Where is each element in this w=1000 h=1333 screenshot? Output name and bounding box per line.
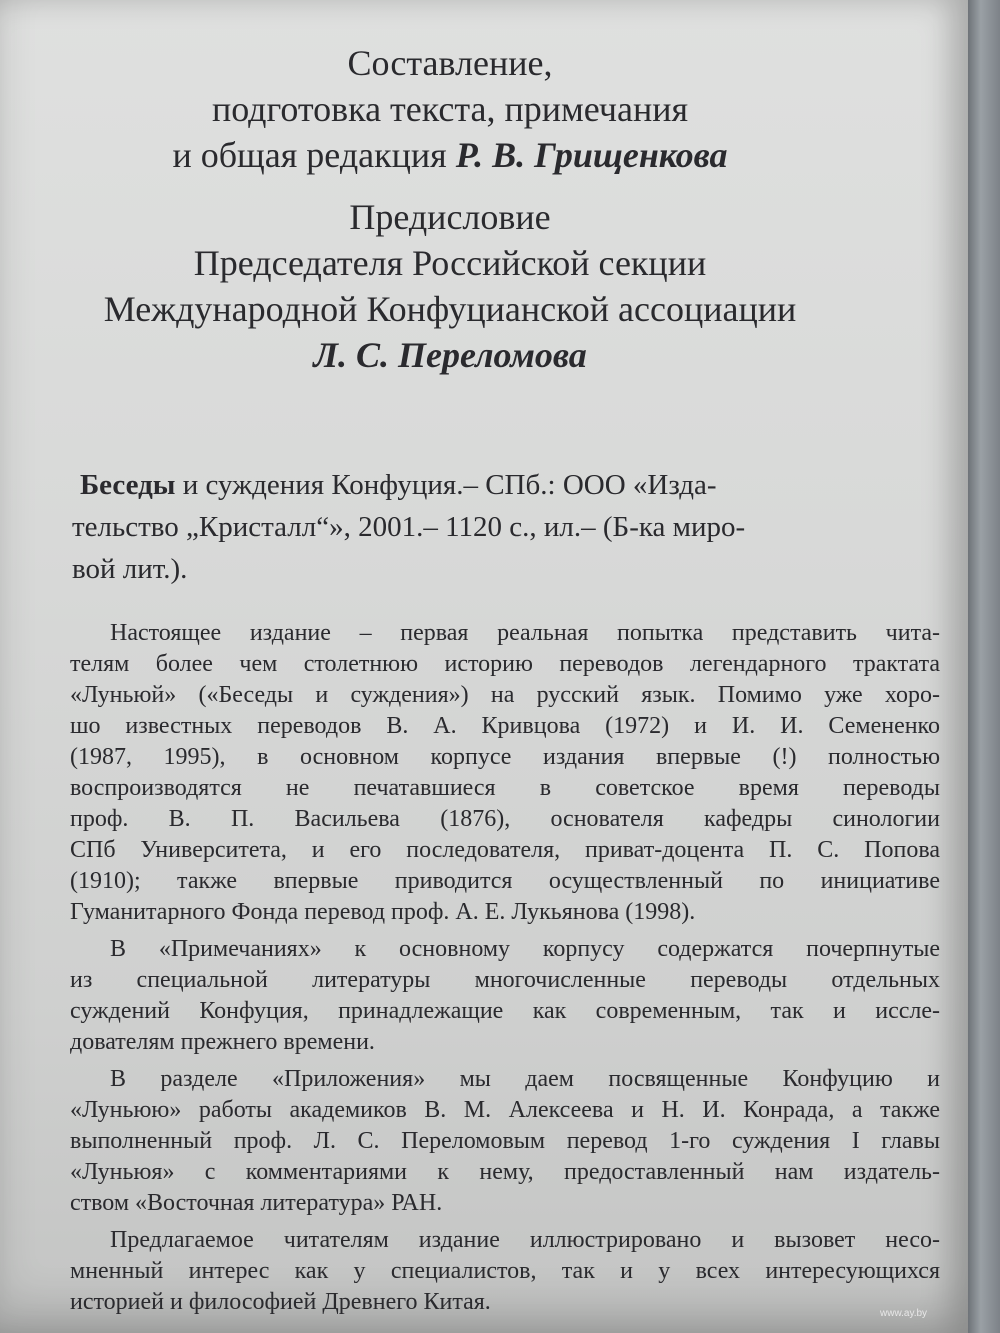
credits-line-editor — [0, 132, 900, 178]
foreword-author-name: Л. С. Переломова — [313, 335, 587, 375]
annotation-p1-line: проф. В. П. Васильева (1876), основателя кафедры синологии — [70, 806, 940, 832]
annotation-p3-line: «Луньюя» с комментариями к нему, предоставленный нам издатель- — [70, 1159, 940, 1185]
bib-line-1 — [72, 464, 932, 506]
annotation-p3-line: выполненный проф. Л. С. Переломовым перевод 1-го суждения I главы — [70, 1128, 940, 1154]
annotation-p4-line: мненный интерес как у специалистов, так и у всех интересующихся — [70, 1258, 940, 1284]
credits-line-association: Международной Конфуцианской ассоциации — [103, 289, 797, 329]
annotation-p3-line: «Луньюю» работы академиков В. М. Алексеева и Н. И. Конрада, а также — [70, 1097, 940, 1123]
bib-line-3: вой лит.). — [72, 553, 188, 585]
annotation-p1-line: воспроизводятся не печатавшиеся в советское время переводы — [70, 775, 940, 801]
editor-name: Р. В. Грищенкова — [455, 135, 728, 175]
book-spine-edge — [968, 0, 1000, 1333]
annotation-text — [70, 618, 940, 1318]
annotation-p1-line: «Луньюй» («Беседы и суждения») на русский язык. Помимо уже хоро- — [70, 682, 940, 708]
annotation-p1-line: СПб Университета, и его последователя, приват-доцента П. С. Попова — [70, 837, 940, 863]
credits-block — [0, 40, 900, 378]
credits-line-preparation: подготовка текста, примечания — [211, 89, 689, 129]
credits-line-compilation: Составление, — [347, 43, 553, 83]
credits-line-foreword: Предисловие — [349, 197, 551, 237]
annotation-p3-line: ством «Восточная литература» РАН. — [70, 1190, 443, 1216]
annotation-p2-line: суждений Конфуция, принадлежащие как современным, так и иссле- — [70, 998, 940, 1024]
bib-line-2: тельство „Кристалл“», 2001.– 1120 с., ил.– (Б-ка миро- — [72, 511, 746, 543]
annotation-p3-line: В разделе «Приложения» мы даем посвященные Конфуцию и — [110, 1066, 940, 1092]
annotation-p2-line: В «Примечаниях» к основному корпусу содержатся почерпнутые — [110, 936, 940, 962]
annotation-p1-line: Настоящее издание – первая реальная попытка представить чита- — [110, 620, 940, 646]
annotation-p2-line: дователям прежнего времени. — [70, 1029, 375, 1055]
annotation-p1-line: шо известных переводов В. А. Кривцова (1972) и И. И. Семененко — [70, 713, 940, 739]
annotation-p1-line: телям более чем столетнюю историю переводов легендарного трактата — [70, 651, 940, 677]
annotation-p2-line: из специальной литературы многочисленные переводы отдельных — [70, 967, 940, 993]
annotation-p1-line: Гуманитарного Фонда перевод проф. А. Е. Лукьянова (1998). — [70, 899, 696, 925]
annotation-p4-line: историей и философией Древнего Китая. — [70, 1289, 491, 1315]
watermark: www.ay.by — [880, 1308, 928, 1319]
bib-title-bold: Беседы — [80, 469, 176, 501]
bibliographic-entry — [72, 464, 932, 590]
credits-line-chairman: Председателя Российской секции — [193, 243, 707, 283]
annotation-p1-line: (1910); также впервые приводится осуществленный по инициативе — [70, 868, 940, 894]
annotation-p4-line: Предлагаемое читателям издание иллюстрировано и вызовет несо- — [110, 1227, 940, 1253]
bib-line-1-rest: и суждения Конфуция.– СПб.: ООО «Изда- — [175, 469, 717, 501]
annotation-p1-line: (1987, 1995), в основном корпусе издания впервые (!) полностью — [70, 744, 940, 770]
credits-editor-prefix: и общая редакция — [172, 135, 456, 175]
